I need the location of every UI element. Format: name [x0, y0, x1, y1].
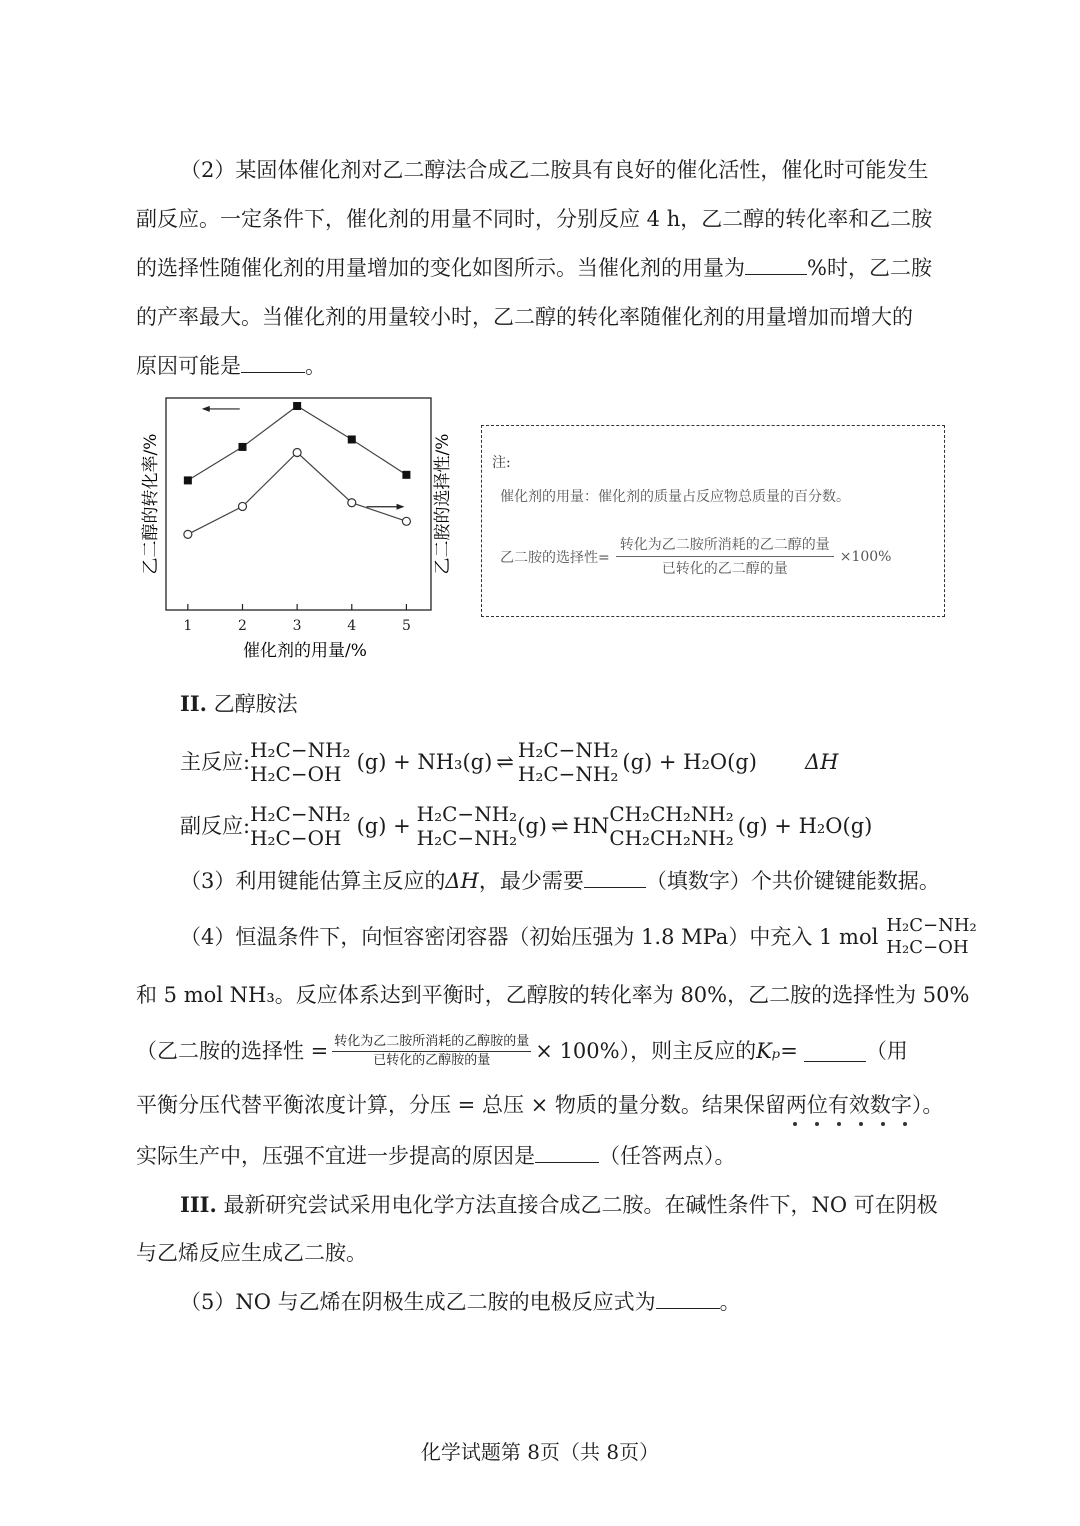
- emphasis-dot: [837, 1122, 841, 1126]
- conversion-point: [293, 402, 301, 410]
- q2-line-3-a: 的选择性随催化剂的用量增加的变化如图所示。当催化剂的用量为: [136, 256, 745, 280]
- side-reaction-label: 副反应:: [180, 814, 251, 838]
- note-title: 注:: [492, 455, 511, 471]
- q2-line-3-b: %时，乙二胺: [807, 256, 932, 280]
- diethylenetriamine-bottom: CH₂CH₂NH₂: [609, 826, 734, 850]
- side-reaction: [180, 798, 990, 854]
- q4-line-5: [136, 1141, 946, 1171]
- q4-ethanolamine-formula: [886, 915, 976, 959]
- q2-line-3: [136, 253, 946, 283]
- q4-ethanolamine-bottom: H₂C−OH: [886, 937, 969, 958]
- side-reaction-mid-1: (g) +: [356, 814, 411, 838]
- q4-line-4: 平衡分压代替平衡浓度计算，分压 = 总压 × 物质的量分数。结果保留两位有效数字）。: [136, 1093, 944, 1117]
- note-selectivity-fraction: [616, 534, 834, 580]
- x-tick-label: 5: [401, 618, 411, 634]
- series-line-2: [188, 453, 407, 535]
- emphasis-dot: [881, 1122, 885, 1126]
- catalyst-chart: [130, 390, 470, 670]
- ethylenediamine-top: H₂C−NH₂: [517, 738, 619, 762]
- q5-line: [180, 1287, 990, 1317]
- part2-number: II.: [180, 691, 207, 716]
- q3-text-a: （3）利用键能估算主反应的: [180, 869, 446, 893]
- selectivity-point: [238, 502, 246, 510]
- q3-text-b: ，最少需要: [478, 869, 584, 893]
- x-tick-label: 2: [238, 618, 247, 634]
- ethylenediamine-bottom: H₂C−NH₂: [517, 762, 619, 786]
- part2-title: 乙醇胺法: [213, 692, 298, 716]
- note-fraction-numerator: 转化为乙二胺所消耗的乙二醇的量: [616, 534, 834, 557]
- answer-blank-kp[interactable]: [804, 1041, 866, 1062]
- series-line-1: [188, 406, 407, 480]
- enthalpy-symbol: ΔH: [804, 750, 839, 774]
- part2-heading: [180, 689, 990, 719]
- emphasis-dot: [815, 1122, 819, 1126]
- conversion-point: [238, 443, 246, 451]
- side-ethylenediamine-top: H₂C−NH₂: [416, 802, 518, 826]
- chart-y-label-left: 乙二醇的转化率/%: [141, 433, 161, 575]
- x-tick-label: 1: [183, 618, 193, 634]
- q4-fraction-denominator: 已转化的乙醇胺的量: [373, 1052, 491, 1068]
- q4-line-3-c: =: [780, 1039, 798, 1063]
- diethylenetriamine-hn: HN: [572, 814, 610, 838]
- answer-blank-pressure-reason[interactable]: [535, 1142, 599, 1163]
- emphasis-dot: [793, 1122, 797, 1126]
- side-ethanolamine-formula: [250, 802, 350, 850]
- main-reaction-tail: (g) + H₂O(g): [622, 750, 757, 774]
- answer-blank-electrode-equation[interactable]: [656, 1288, 720, 1309]
- side-ethanolamine-bottom: H₂C−OH: [250, 826, 342, 850]
- side-reaction-tail: (g) + H₂O(g): [737, 814, 873, 838]
- main-reaction-label: 主反应:: [180, 750, 251, 774]
- q2-line-1: （2）某固体催化剂对乙二醇法合成乙二胺具有良好的催化活性，催化时可能发生: [180, 158, 929, 182]
- selectivity-point: [293, 449, 301, 457]
- conversion-point: [184, 476, 192, 484]
- emphasis-dot: [903, 1122, 907, 1126]
- x-tick-label: 3: [292, 618, 302, 634]
- q4-line-5-b: （任答两点）。: [599, 1144, 736, 1168]
- q4-kp-symbol: Kₚ: [756, 1039, 781, 1063]
- q2-line-2: 副反应。一定条件下，催化剂的用量不同时，分别反应 4 h，乙二醇的转化率和乙二胺: [136, 207, 933, 231]
- ethylenediamine-formula: [518, 738, 618, 786]
- equilibrium-arrow: ⇌: [496, 750, 514, 774]
- side-ethylenediamine-formula: [417, 802, 517, 850]
- q3-delta-h: ΔH: [445, 869, 479, 893]
- chart-y-label-right: 乙二胺的选择性/%: [433, 433, 453, 575]
- part3-line-1: [180, 1190, 950, 1220]
- side-ethanolamine-top: H₂C−NH₂: [250, 802, 351, 826]
- q3-text-c: （填数字）个共价键键能数据。: [645, 869, 940, 893]
- part3-text-1: 最新研究尝试采用电化学方法直接合成乙二胺。在碱性条件下，NO 可在阴极: [223, 1193, 938, 1217]
- note-box: [481, 425, 945, 617]
- q5-text-b: 。: [719, 1290, 741, 1314]
- conversion-point: [348, 435, 356, 443]
- ethanolamine-top: H₂C−NH₂: [250, 738, 351, 762]
- part3-line-2: 与乙烯反应生成乙二胺。: [136, 1241, 367, 1265]
- ethanolamine-formula: [250, 738, 350, 786]
- emphasis-dot: [859, 1122, 863, 1126]
- selectivity-point: [184, 530, 192, 538]
- conversion-point: [402, 471, 410, 479]
- note-selectivity-label: 乙二胺的选择性=: [500, 550, 610, 566]
- q4-ethanolamine-top: H₂C−NH₂: [886, 915, 977, 936]
- side-ethylenediamine-bottom: H₂C−NH₂: [416, 826, 518, 850]
- q4-line-1: [180, 912, 977, 962]
- q4-fraction-numerator: 转化为乙二胺所消耗的乙醇胺的量: [332, 1034, 531, 1052]
- answer-blank-bond-count[interactable]: [584, 867, 646, 888]
- q2-line-5-b: 。: [305, 354, 326, 378]
- q4-line-3: [136, 1031, 946, 1071]
- selectivity-point: [348, 499, 356, 507]
- diethylenetriamine-branches: [609, 802, 733, 850]
- q2-line-5-a: 原因可能是: [136, 354, 241, 378]
- q4-line-2: 和 5 mol NH₃。反应体系达到平衡时，乙醇胺的转化率为 80%，乙二胺的选择性为 50%: [136, 983, 970, 1007]
- q4-line-1-text: （4）恒温条件下，向恒容密闭容器（初始压强为 1.8 MPa）中充入 1 mol: [180, 925, 879, 949]
- q4-selectivity-fraction: [332, 1034, 531, 1069]
- main-reaction: [180, 735, 990, 789]
- x-tick-label: 4: [347, 618, 357, 634]
- chart-frame: [166, 398, 431, 610]
- note-fraction-denominator: 已转化的乙二醇的量: [661, 561, 788, 577]
- q4-line-5-a: 实际生产中，压强不宜进一步提高的原因是: [136, 1144, 535, 1168]
- note-selectivity-formula: [500, 534, 892, 580]
- answer-blank-reason[interactable]: [241, 352, 305, 373]
- q4-line-3-a: （乙二胺的选择性 =: [136, 1039, 329, 1063]
- note-catalyst-amount-definition: 催化剂的用量：催化剂的质量占反应物总质量的百分数。: [500, 489, 850, 505]
- answer-blank-catalyst-amount[interactable]: [745, 254, 807, 275]
- diethylenetriamine-top: CH₂CH₂NH₂: [609, 802, 734, 826]
- main-reaction-mid: (g) + NH₃(g): [356, 750, 493, 774]
- q2-line-5: [136, 351, 946, 381]
- side-equilibrium-arrow: ⇌: [551, 814, 569, 838]
- ethanolamine-bottom: H₂C−OH: [250, 762, 342, 786]
- q2-line-4: 的产率最大。当催化剂的用量较小时，乙二醇的转化率随催化剂的用量增加而增大的: [136, 305, 913, 329]
- q4-line-3-d: （用: [865, 1039, 908, 1063]
- q5-text-a: （5）NO 与乙烯在阴极生成乙二胺的电极反应式为: [180, 1290, 656, 1314]
- chart-x-label: 催化剂的用量/%: [243, 641, 367, 661]
- selectivity-point: [402, 517, 410, 525]
- side-reaction-mid-2: (g): [517, 814, 547, 838]
- page-footer: 化学试题第 8页（共 8页）: [420, 1440, 660, 1464]
- q3-line: [180, 866, 990, 896]
- q4-line-3-b: × 100%），则主反应的: [535, 1039, 757, 1063]
- left-axis-arrowhead: [202, 406, 210, 412]
- right-axis-arrowhead: [397, 504, 405, 510]
- note-selectivity-tail: ×100%: [839, 549, 892, 565]
- part3-number: III.: [180, 1192, 217, 1217]
